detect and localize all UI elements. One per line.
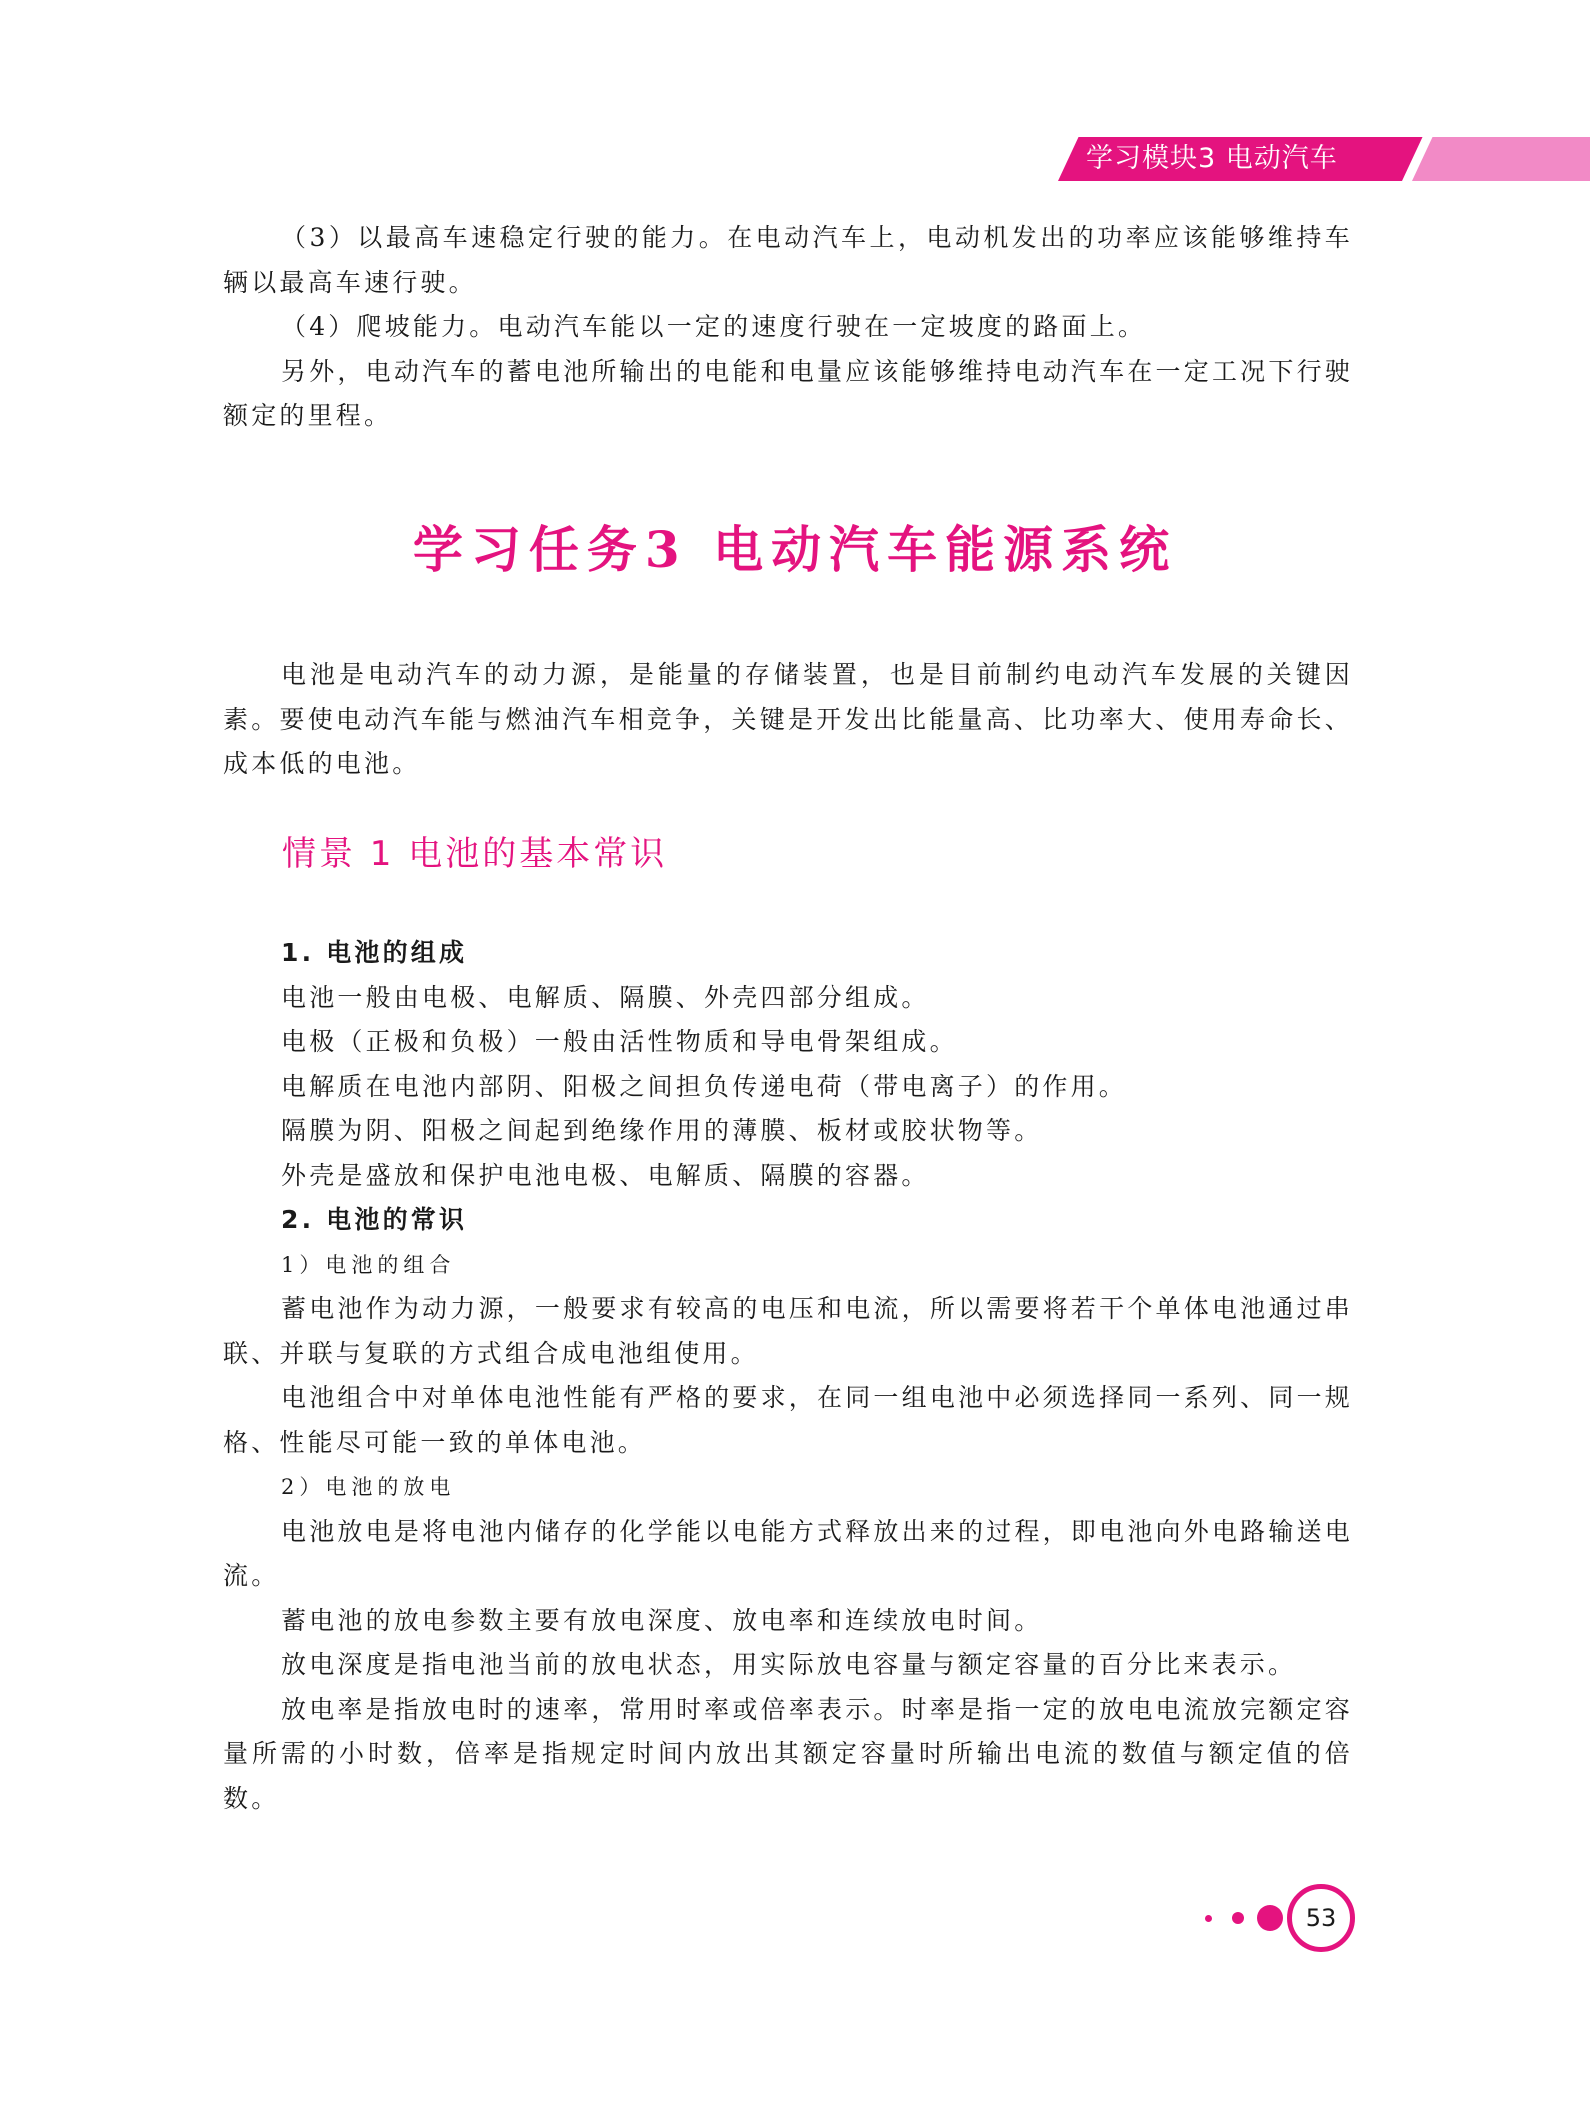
section-title: 1. 电池的组成	[281, 938, 468, 967]
subsection-title: 1）电池的组合	[281, 1252, 456, 1277]
paragraph: 电池是电动汽车的动力源，是能量的存储装置，也是目前制约电动汽车发展的关键因素。要使电动汽车能与燃油汽车相竞争，关键是开发出比能量高、比功率大、使用寿命长、成本低的电池。	[223, 660, 1353, 778]
paragraph: 另外，电动汽车的蓄电池所输出的电能和电量应该能够维持电动汽车在一定工况下行驶额定的里程。	[223, 356, 1353, 430]
dot-icon	[1205, 1915, 1212, 1922]
paragraph: 蓄电池的放电参数主要有放电深度、放电率和连续放电时间。	[281, 1605, 1043, 1635]
section-title: 2. 电池的常识	[281, 1205, 468, 1234]
paragraph: （4）爬坡能力。电动汽车能以一定的速度行驶在一定坡度的路面上。	[281, 312, 1147, 341]
paragraph: 电池组合中对单体电池性能有严格的要求，在同一组电池中必须选择同一系列、同一规格、性能尽可能一致的单体电池。	[223, 1383, 1353, 1457]
chapter-title: 学习任务3 电动汽车能源系统	[412, 520, 1178, 579]
paragraph: 放电深度是指电池当前的放电状态，用实际放电容量与额定容量的百分比来表示。	[281, 1650, 1297, 1679]
scene-title: 情景 1 电池的基本常识	[282, 834, 668, 874]
body-block	[223, 931, 1353, 1821]
paragraph: 外壳是盛放和保护电池电极、电解质、隔膜的容器。	[281, 1160, 930, 1190]
paragraph: 电极（正极和负极）一般由活性物质和导电骨架组成。	[281, 1027, 958, 1056]
paragraph: 隔膜为阴、阳极之间起到绝缘作用的薄膜、板材或胶状物等。	[281, 1116, 1043, 1145]
dot-icon	[1232, 1912, 1244, 1924]
page-footer	[1195, 1882, 1355, 1954]
paragraph: 电池放电是将电池内储存的化学能以电能方式释放出来的过程，即电池向外电路输送电流。	[223, 1516, 1353, 1590]
page-number: 53	[1287, 1884, 1355, 1952]
paragraph: 放电率是指放电时的速率，常用时率或倍率表示。时率是指一定的放电电流放完额定容量所需的小时数，倍率是指规定时间内放出其额定容量时所输出电流的数值与额定值的倍数。	[223, 1694, 1353, 1813]
intro-block	[223, 216, 1353, 439]
paragraph: （3）以最高车速稳定行驶的能力。在电动汽车上，电动机发出的功率应该能够维持车辆以最高车速行驶。	[223, 223, 1353, 297]
lead-block	[223, 653, 1353, 787]
paragraph: 电池一般由电极、电解质、隔膜、外壳四部分组成。	[281, 982, 930, 1012]
dot-icon	[1257, 1905, 1283, 1931]
subsection-title: 2）电池的放电	[281, 1475, 456, 1499]
paragraph: 电解质在电池内部阴、阳极之间担负传递电荷（带电离子）的作用。	[281, 1071, 1128, 1101]
module-label: 学习模块3 电动汽车	[1086, 143, 1338, 174]
paragraph: 蓄电池作为动力源，一般要求有较高的电压和电流，所以需要将若干个单体电池通过串联、并联与复联的方式组合成电池组使用。	[223, 1294, 1353, 1368]
